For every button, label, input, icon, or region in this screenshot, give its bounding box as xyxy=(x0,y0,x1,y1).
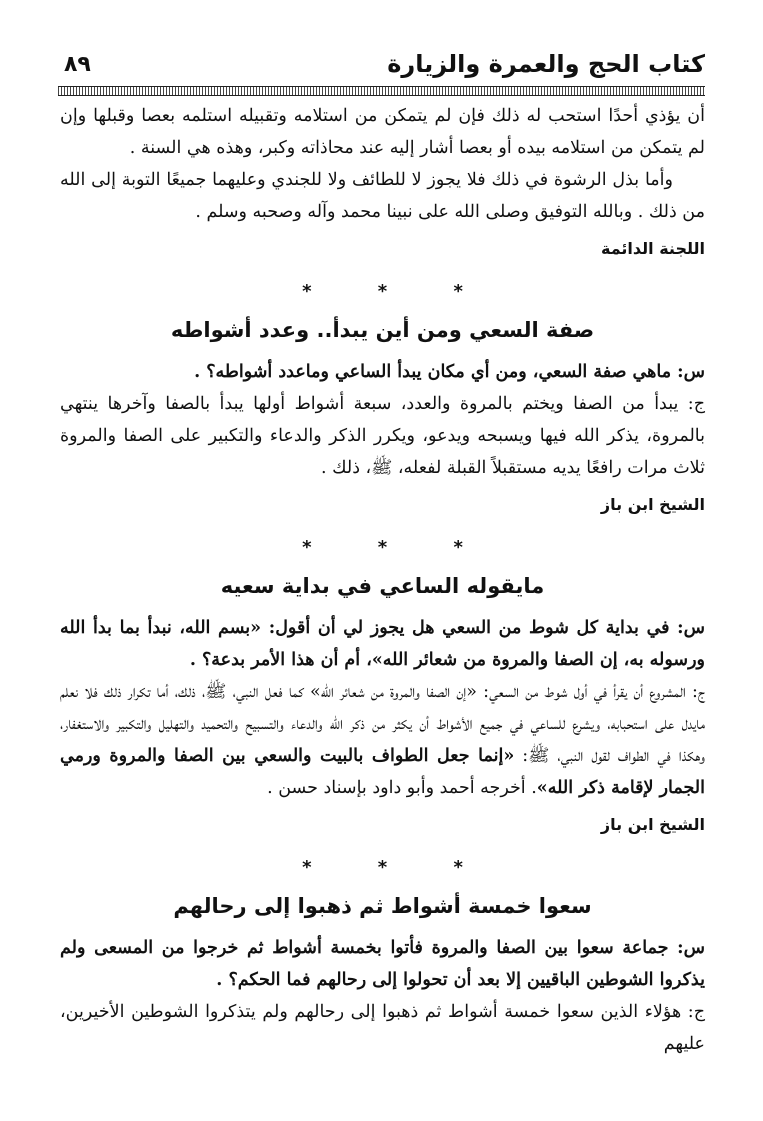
section-title-2: مايقوله الساعي في بداية سعيه xyxy=(220,574,545,598)
question-1: س: ماهي صفة السعي، ومن أي مكان يبدأ الساعي وماعدد أشواطه؟ . xyxy=(194,362,705,382)
section-separator: * * * xyxy=(302,537,493,558)
answer-3: ج: هؤلاء الذين سعوا خمسة أشواط ثم ذهبوا إلى رحالهم ولم يتذكروا الشوطين الأخيرين، عليهم xyxy=(60,1002,705,1054)
answer-2-hadith: «إنما جعل الطواف بالبيت والسعي بين الصفا والمروة ورمي الجمار لإقامة ذكر الله» xyxy=(60,746,705,798)
page-number: ٨٩ xyxy=(64,52,91,77)
book-title: كتاب الحج والعمرة والزيارة xyxy=(387,50,705,78)
page-header xyxy=(58,48,705,90)
answer-1: ج: يبدأ من الصفا ويختم بالمروة والعدد، سبعة أشواط أولها يبدأ بالصفا وآخرها ينتهي بالمروة، يذكر الله فيها ويسبحه ويدعو، ويكرر الذكر والدعاء والتكبير على الصفا والمروة ثلاث مرات رافعًا يديه مستقبلاً القبلة لفعله، ﷺ، ذلك . xyxy=(60,394,705,478)
question-3: س: جماعة سعوا بين الصفا والمروة فأتوا بخمسة أشواط ثم خرجوا من المسعى ولم يذكروا الشوطين الباقيين إلا بعد أن تحولوا إلى رحالهم فما الحكم؟ . xyxy=(60,938,705,990)
section-title-3: سعوا خمسة أشواط ثم ذهبوا إلى رحالهم xyxy=(173,894,592,918)
intro-paragraph-1: أن يؤذي أحدًا استحب له ذلك فإن لم يتمكن من استلامه وتقبيله استلمه بعصا وقبلها وإن لم يتمكن من استلامه بيده أو بعصا أشار إليه عند محاذاته وكبر، وهذه هي السنة . xyxy=(60,106,705,158)
section-title-1: صفة السعي ومن أين يبدأ.. وعدد أشواطه xyxy=(170,318,595,342)
signature-1: الشيخ ابن باز xyxy=(600,495,705,514)
question-2: س: في بداية كل شوط من السعي هل يجوز لي أن أقول: «بسم الله، نبدأ بما بدأ الله ورسوله به، إن الصفا والمروة من شعائر الله»، أم أن هذا الأمر بدعة؟ . xyxy=(60,618,705,670)
answer-2 xyxy=(60,676,705,804)
answer-2-part-a: ج: المشروع أن يقرأ في أول شوط من السعي: «إن الصفا والمروة من شعائر الله» كما فعل النبي، ﷺ، ذلك، أما تكرار ذلك فلا نعلم مايدل على استحبابه، ويشرع للساعي في جميع الأشواط أن يكثر من ذكر الله والدعاء والتسبيح والتحميد والتهليل والتكبير والاستغفار، وهكذا في الطواف لقول النبي، ﷺ: xyxy=(60,682,706,766)
signature-2: الشيخ ابن باز xyxy=(600,815,705,834)
answer-2-part-b: . أخرجه أحمد وأبو داود بإسناد حسن . xyxy=(267,778,537,798)
section-separator: * * * xyxy=(302,281,493,302)
intro-paragraph-2: وأما بذل الرشوة في ذلك فلا يجوز لا للطائف ولا للجندي وعليهما جميعًا التوبة إلى الله من ذلك . وبالله التوفيق وصلى الله على نبينا محمد وآله وصحبه وسلم . xyxy=(60,170,705,222)
signature-permanent-committee: اللجنة الدائمة xyxy=(600,239,705,258)
section-separator: * * * xyxy=(302,857,493,878)
header-divider xyxy=(58,86,705,96)
page-body xyxy=(60,100,705,1060)
